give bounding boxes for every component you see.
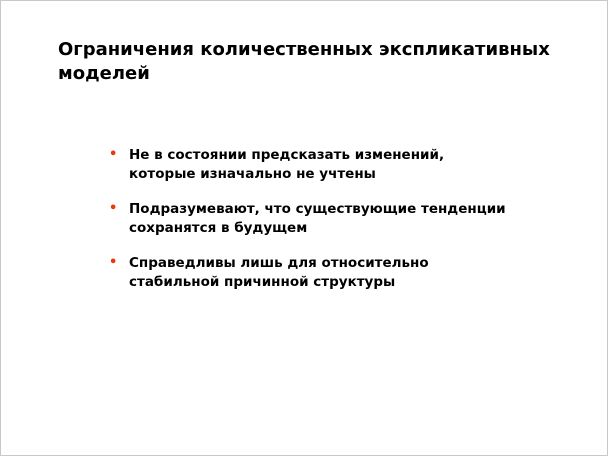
bullet-text: Справедливы лишь для относительно стабильной причинной структуры bbox=[129, 255, 429, 290]
bullet-item bbox=[109, 254, 509, 291]
bullet-dot-icon: • bbox=[109, 147, 118, 162]
bullet-item bbox=[109, 146, 509, 183]
bullet-list bbox=[109, 146, 509, 308]
bullet-text: Не в состоянии предсказать изменений, которые изначально не учтены bbox=[129, 147, 445, 182]
bullet-item bbox=[109, 200, 509, 237]
bullet-text: Подразумевают, что существующие тенденции сохранятся в будущем bbox=[129, 201, 506, 236]
bullet-dot-icon: • bbox=[109, 255, 118, 270]
bullet-dot-icon: • bbox=[109, 201, 118, 216]
slide-title: Ограничения количественных экспликативных моделей bbox=[58, 39, 550, 84]
